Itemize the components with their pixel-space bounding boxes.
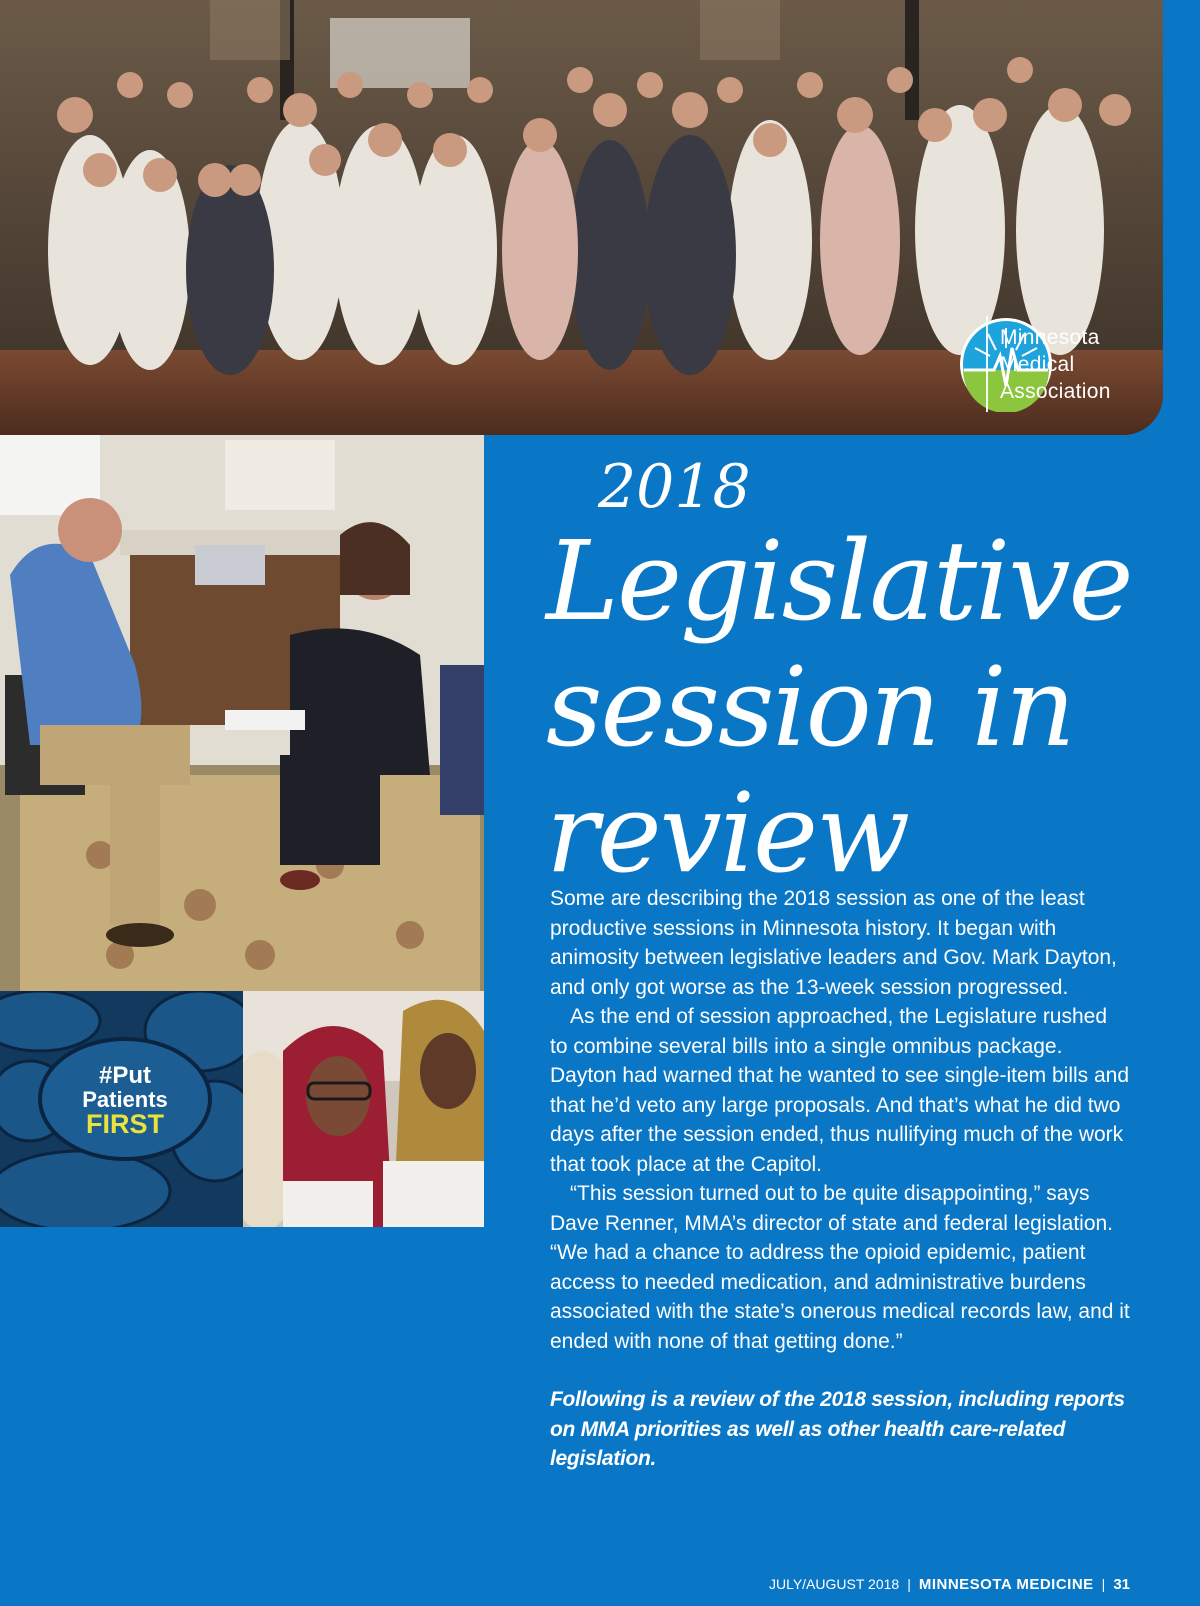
footer-separator: | bbox=[907, 1576, 911, 1592]
button-text-line-1: #Put bbox=[98, 1062, 152, 1089]
article-callout: Following is a review of the 2018 session, including reports on MMA priorities as well as other health care-related legislation. bbox=[550, 1388, 1125, 1470]
footer-separator: | bbox=[1101, 1576, 1106, 1592]
footer-magazine: MINNESOTA MEDICINE bbox=[918, 1576, 1094, 1593]
group-photo bbox=[0, 0, 1163, 435]
logo-line-2: Medical bbox=[1000, 353, 1075, 376]
headline bbox=[546, 518, 1156, 896]
article-paragraph: As the end of session approached, the Legislature rushed to combine several bills into a single omnibus package. Dayton had warned that he wanted to see single-item bills and that he’d veto any large proposals. And that’s what he did two days after the session ended, thus nullifying much of the work that took place at the Capitol. bbox=[550, 1005, 1130, 1176]
office-meeting-photo bbox=[0, 435, 484, 991]
headline-line-3: review bbox=[546, 769, 909, 897]
students-photo bbox=[243, 991, 484, 1227]
page-footer bbox=[769, 1576, 1130, 1593]
headline-line-1: Legislative bbox=[546, 517, 1132, 645]
page-number: 31 bbox=[1113, 1576, 1130, 1593]
logo-line-3: Association bbox=[1000, 380, 1111, 403]
mma-logo bbox=[876, 316, 1136, 412]
headline-year: 2018 bbox=[598, 452, 751, 522]
logo-text bbox=[1000, 324, 1111, 405]
button-text-line-3: FIRST bbox=[86, 1109, 164, 1139]
footer-issue: JULY/AUGUST 2018 bbox=[768, 1576, 900, 1592]
headline-line-2: session in bbox=[546, 643, 1074, 771]
button-text-line-2: Patients bbox=[82, 1087, 168, 1112]
logo-divider bbox=[986, 316, 988, 412]
article-body bbox=[550, 884, 1130, 1474]
article-paragraph: Some are describing the 2018 session as one of the least productive sessions in Minnesota history. It began with animosity between legislative leaders and Gov. Mark Dayton, and only got worse as the 13-week session progressed. bbox=[550, 887, 1117, 999]
logo-line-1: Minnesota bbox=[1000, 326, 1100, 349]
put-patients-first-buttons-photo bbox=[0, 991, 243, 1227]
article-paragraph: “This session turned out to be quite disappointing,” says Dave Renner, MMA’s director of state and federal legislation. “We had a chance to address the opioid epidemic, patient access to needed medication, and administrative burdens associated with the state’s onerous medical records law, and it ended with none of that getting done.” bbox=[550, 1182, 1130, 1353]
